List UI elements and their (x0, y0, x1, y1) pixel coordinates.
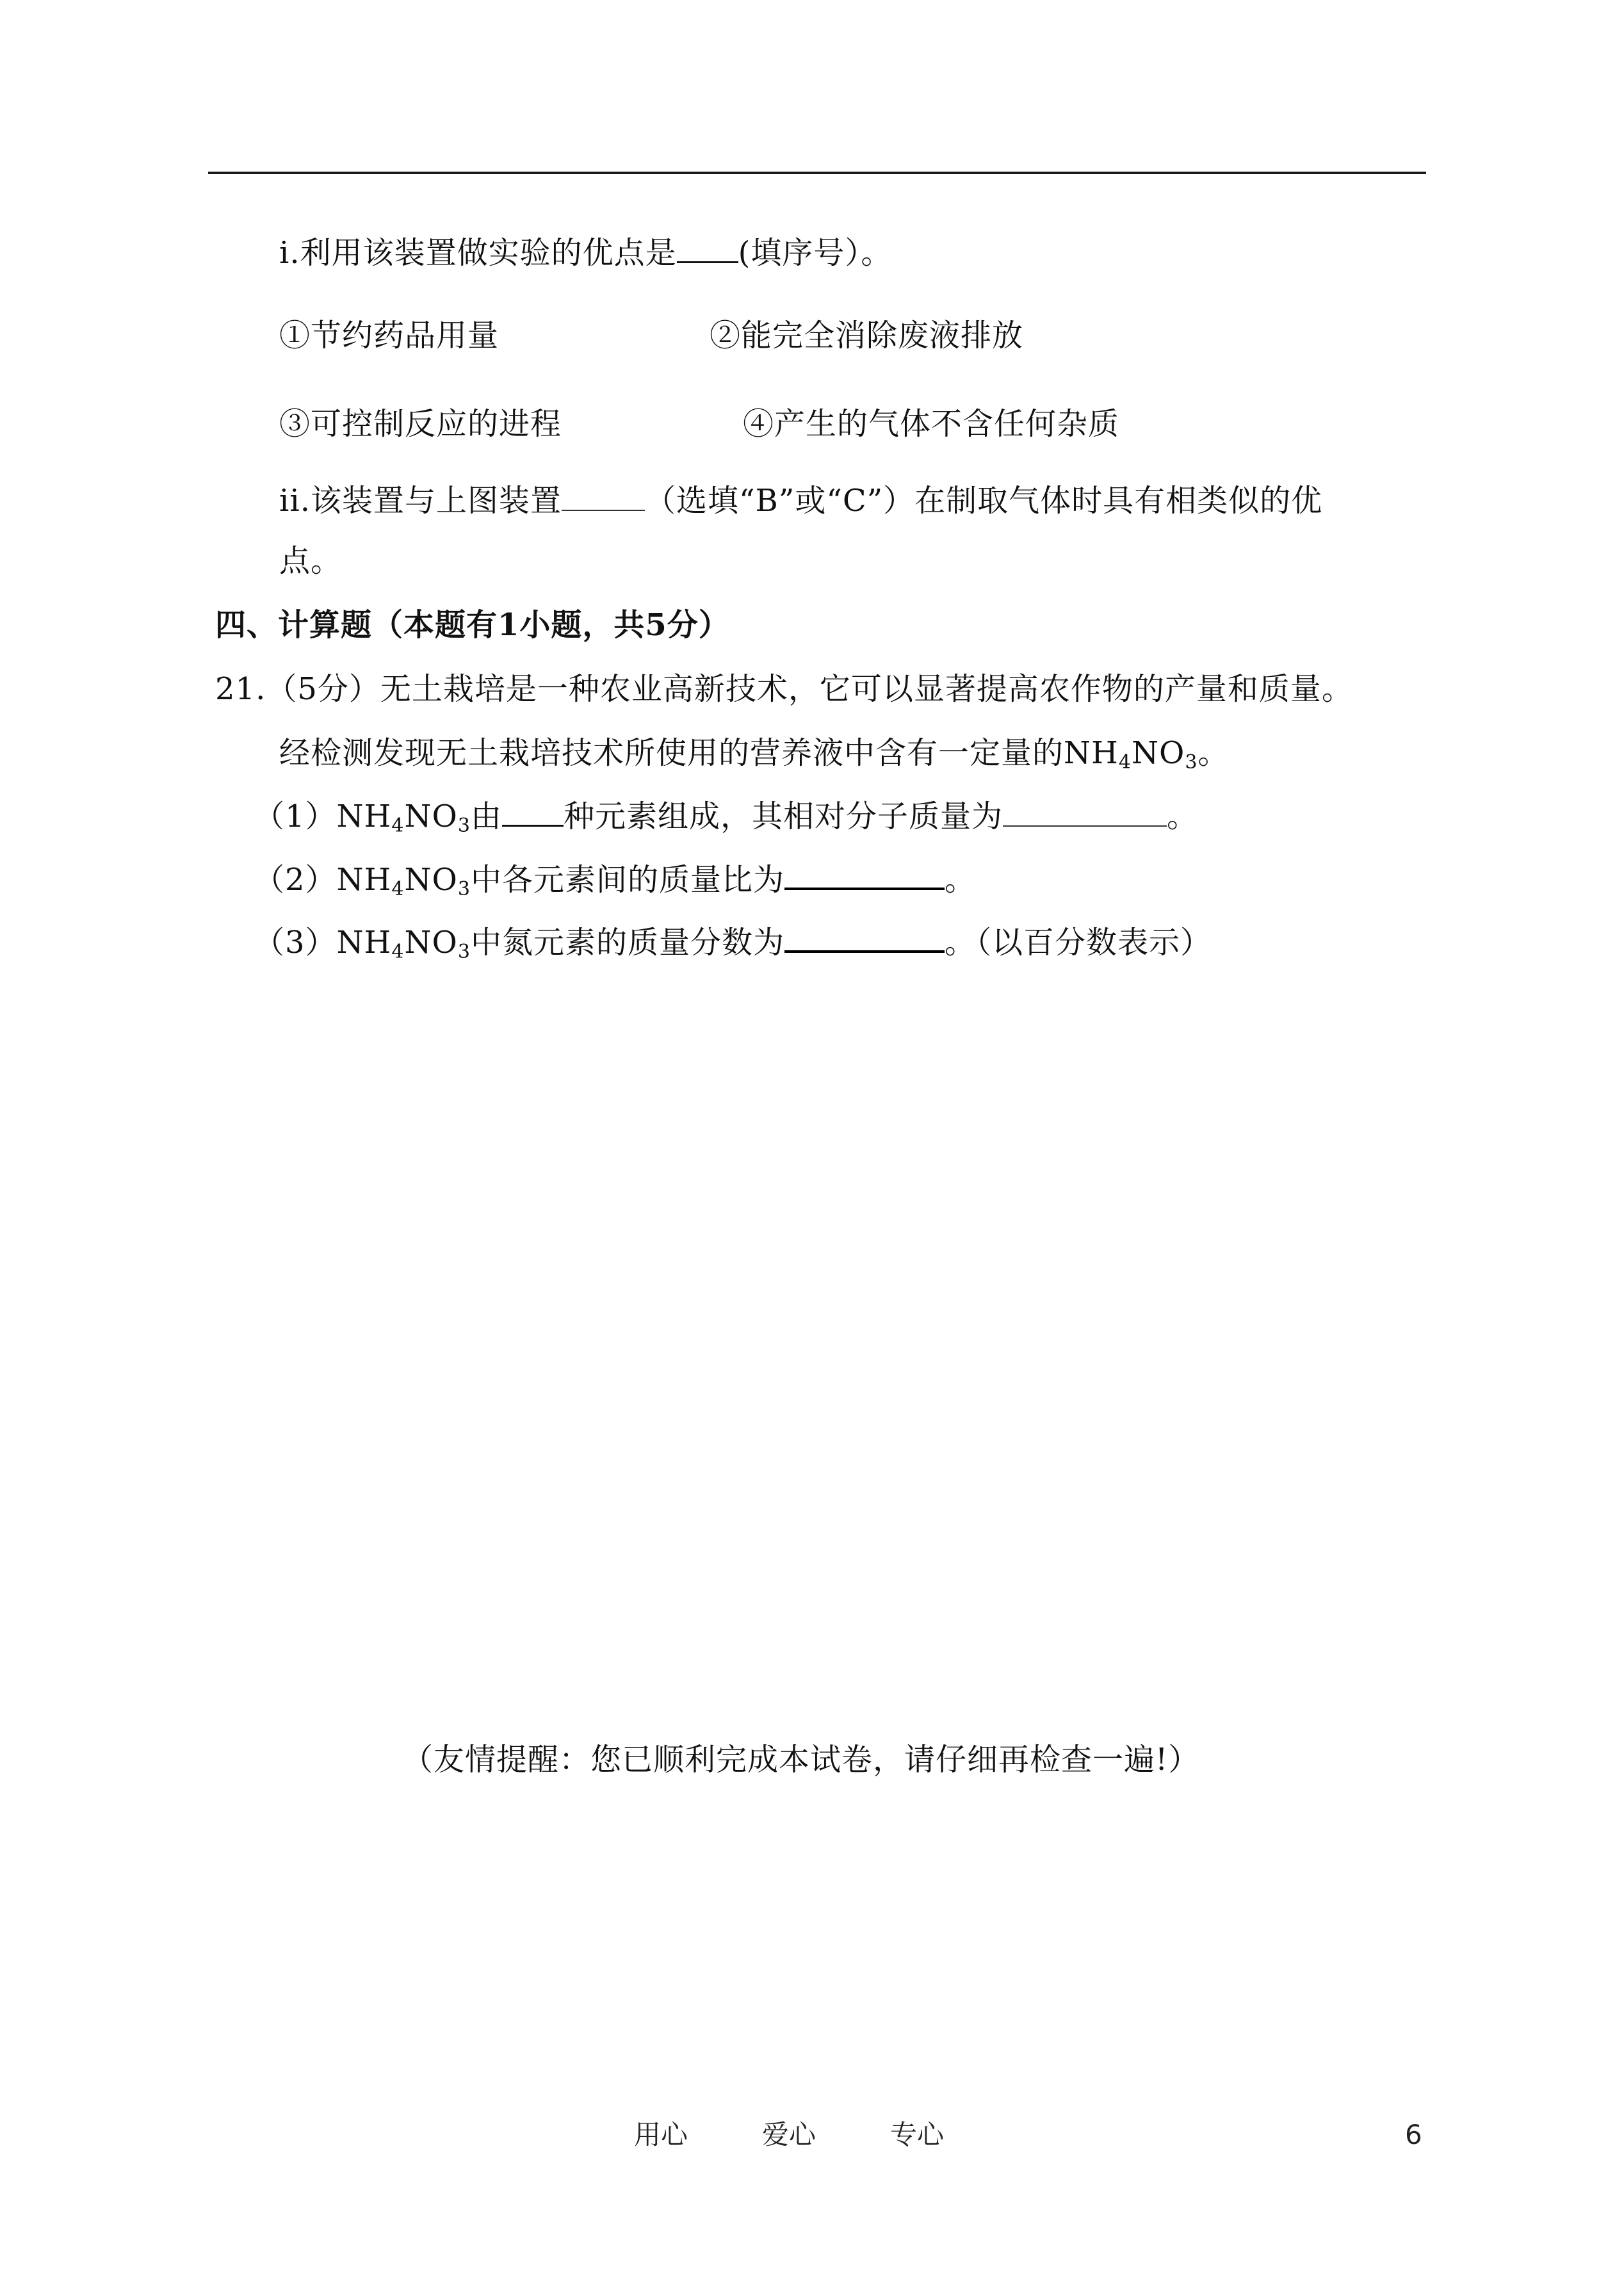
question-21-line2-suffix: 。 (1198, 735, 1230, 771)
answer-blank-mass-ratio[interactable] (784, 859, 945, 890)
answer-blank-mass-fraction[interactable] (784, 922, 945, 953)
question-ii-suffix: （选填“B”或“C”）在制取气体时具有相类似的优 (644, 483, 1323, 519)
footer-word-1: 用心 (634, 2119, 688, 2150)
question-ii (279, 482, 1322, 520)
option-2: ②能完全消除废液排放 (710, 318, 1024, 353)
footer-word-3: 专心 (890, 2119, 945, 2150)
question-21-line2-prefix: 经检测发现无土栽培技术所使用的营养液中含有一定量的 (279, 735, 1064, 771)
question-i (279, 233, 892, 272)
formula-nh4no3: $NH_4NO_3$ (336, 862, 471, 900)
question-i-suffix: (填序号）。 (738, 235, 893, 271)
answer-blank-molecular-mass[interactable] (1003, 797, 1167, 827)
sub-question-2-label: （2） (254, 862, 337, 898)
page-number: 6 (1405, 2119, 1422, 2150)
answer-blank-ii[interactable] (562, 482, 645, 511)
formula-nh4no3: $NH_4NO_3$ (336, 799, 471, 837)
sub-question-1-label: （1） (254, 799, 337, 834)
option-3: ③可控制反应的进程 (279, 406, 562, 442)
question-ii-prefix: ii.该装置与上图装置 (279, 483, 562, 519)
answer-blank-element-count[interactable] (502, 797, 564, 827)
formula-nh4no3: $NH_4NO_3$ (1064, 735, 1198, 774)
question-21-line2 (279, 734, 1229, 772)
question-21-line1: 21.（5分）无土栽培是一种农业高新技术，它可以显著提高农作物的产量和质量。 (215, 671, 1353, 707)
footer-word-2: 爱心 (762, 2119, 816, 2150)
sub-question-2: $(2)NH_4NO_3$中各元素间的质量比为 。 (254, 859, 976, 899)
sub-question-1: $(1)NH_4NO_3$由 种元素组成，其相对分子质量为 。 (254, 797, 1198, 836)
header-rule (208, 172, 1426, 174)
option-1: ①节约药品用量 (279, 318, 499, 353)
option-4: ④产生的气体不含任何杂质 (743, 406, 1120, 442)
sub-question-3-label: （3） (254, 925, 337, 961)
closing-reminder: （友情提醒：您已顺利完成本试卷，请仔细再检查一遍!） (402, 1742, 1200, 1778)
answer-blank-i[interactable] (677, 233, 738, 263)
section-4-title: 四、计算题（本题有1小题，共5分） (215, 607, 730, 643)
formula-nh4no3: $NH_4NO_3$ (336, 925, 471, 963)
sub-question-3: $(3)NH_4NO_3$中氮元素的质量分数为 。（以百分数表示） (254, 922, 1212, 962)
question-i-prefix: i.利用该装置做实验的优点是 (279, 235, 677, 271)
question-ii-continuation: 点。 (279, 543, 343, 579)
